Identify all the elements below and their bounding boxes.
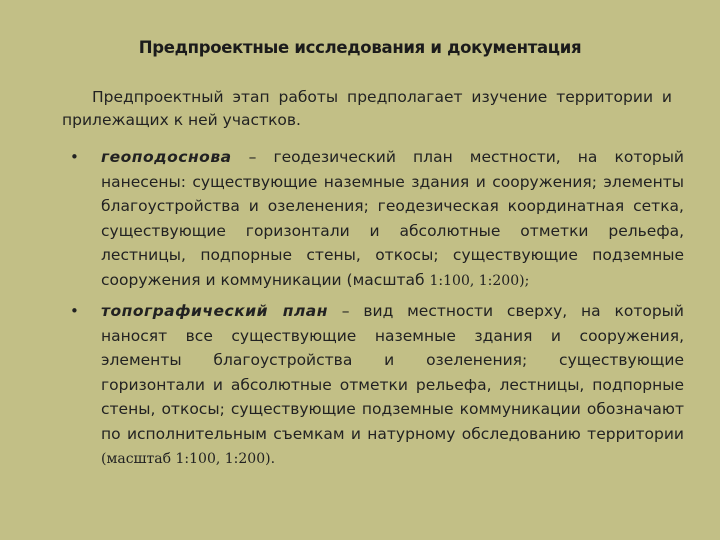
term-geopodosnova: геоподоснова — [101, 148, 232, 166]
intro-paragraph — [62, 86, 672, 132]
bullet-list — [70, 145, 684, 478]
list-item — [70, 299, 684, 472]
scale-text: 1:100, 1:200); — [429, 272, 530, 289]
bullet-icon: • — [70, 302, 79, 320]
definition-text: – геодезический план местности, на который нанесены: существующие наземные здания и сооружения; элементы благоустройства и озеленения; геодезическая координатная сетка, существующие горизонтали и абсолютные отметки рельефа, лестницы, подпорные стены, откосы; существующие подземные сооружения и коммуникации (масштаб — [101, 148, 684, 289]
intro-text: Предпроектный этап работы предполагает изучение территории и прилежащих к ней участков. — [62, 88, 672, 129]
bullet-icon: • — [70, 148, 79, 166]
term-topographic-plan: топографический план — [101, 302, 328, 320]
slide-title: Предпроектные исследования и документация — [138, 38, 582, 57]
definition-text: – вид местности сверху, на который наносят все существующие наземные здания и сооружения, элементы благоустройства и озеленения; существующие горизонтали и абсолютные отметки рельефа, лестницы, подпорные стены, откосы; существующие подземные коммуникации обозначают по исполнительным съемкам и натурному обследованию территории — [101, 302, 684, 443]
scale-text: (масштаб 1:100, 1:200). — [101, 451, 276, 467]
list-item — [70, 145, 684, 293]
